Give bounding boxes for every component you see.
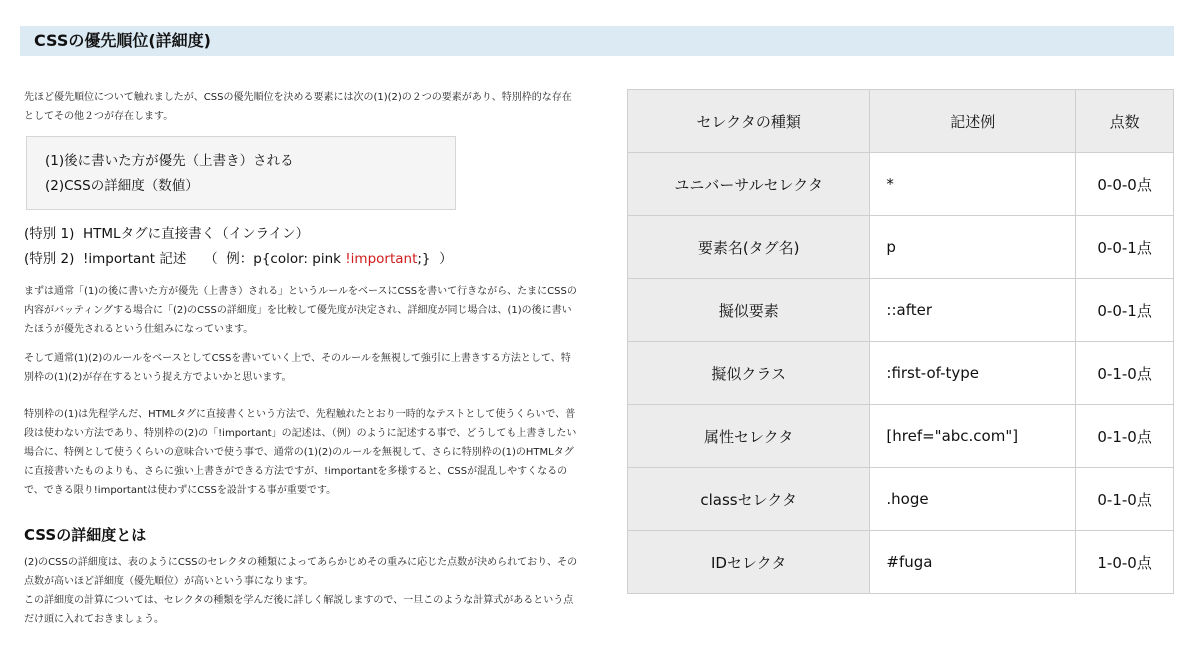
table-row <box>628 279 1174 342</box>
table-row <box>628 531 1174 594</box>
special-1: (特別 1) HTMLタグに直接書く（インライン） <box>24 226 310 242</box>
selector-example: :first-of-type <box>870 342 1076 405</box>
table-header-row <box>628 90 1174 153</box>
selector-score: 0-0-0点 <box>1076 153 1174 216</box>
specificity-table <box>627 89 1174 594</box>
table-row <box>628 405 1174 468</box>
detail-paragraph-2: この詳細度の計算については、セレクタの種類を学んだ後に詳しく解説しますので、一旦このような計算式があるという点だけ頭に入れておきましょう。 <box>24 595 574 625</box>
paragraph-3: 特別枠の(1)は先程学んだ、HTMLタグに直接書くという方法で、先程触れたとおり一時的なテストとして使うくらいで、普段は使わない方法であり、特別枠の(2)の「!important」の記述は、（例）のように記述する事で、どうしても上書きしたい場合に、特例として使うくらいの意味合いで使う事で、通常の(1)(2)のルールを無視して、さらに特別枠の(1)のHTMLタグに直接書いたものよりも、さらに強い上書きができる方法ですが、!importantを多様すると、CSSが混乱しやすくなるので、できる限り!importantは使わずにCSSを設計する事が重要です。 <box>24 409 577 496</box>
header-score: 点数 <box>1076 90 1174 153</box>
selector-example: .hoge <box>870 468 1076 531</box>
header-selector-type: セレクタの種類 <box>628 90 870 153</box>
selector-kind: 擬似要素 <box>628 279 870 342</box>
selector-score: 0-1-0点 <box>1076 468 1174 531</box>
selector-kind: 要素名(タグ名) <box>628 216 870 279</box>
rules-box <box>26 136 456 210</box>
special-2-suffix: ;} ） <box>417 251 453 267</box>
selector-kind: 属性セレクタ <box>628 405 870 468</box>
selector-score: 0-1-0点 <box>1076 342 1174 405</box>
table-row <box>628 153 1174 216</box>
header-example: 記述例 <box>870 90 1076 153</box>
section-title: CSSの優先順位(詳細度) <box>20 26 1174 56</box>
selector-kind: ユニバーサルセレクタ <box>628 153 870 216</box>
selector-kind: classセレクタ <box>628 468 870 531</box>
selector-score: 1-0-0点 <box>1076 531 1174 594</box>
important-keyword: !important <box>345 251 418 267</box>
specificity-heading: CSSの詳細度とは <box>24 526 147 544</box>
special-2-prefix: (特別 2) !important 記述 （ 例：p{color: pink <box>24 251 346 267</box>
rule-1: (1)後に書いた方が優先（上書き）される <box>45 153 294 169</box>
selector-example: p <box>870 216 1076 279</box>
selector-example: * <box>870 153 1076 216</box>
rule-2: (2)CSSの詳細度（数値） <box>45 178 199 194</box>
selector-kind: 擬似クラス <box>628 342 870 405</box>
selector-example: ::after <box>870 279 1076 342</box>
selector-kind: IDセレクタ <box>628 531 870 594</box>
selector-example: [href="abc.com"] <box>870 405 1076 468</box>
selector-score: 0-0-1点 <box>1076 279 1174 342</box>
intro-paragraph: 先ほど優先順位について触れましたが、CSSの優先順位を決める要素には次の(1)(2)の２つの要素があり、特別枠的な存在としてその他２つが存在します。 <box>24 92 572 122</box>
selector-score: 0-1-0点 <box>1076 405 1174 468</box>
paragraph-2: そして通常(1)(2)のルールをベースとしてCSSを書いていく上で、そのルールを無視して強引に上書きする方法として、特別枠の(1)(2)が存在するという捉え方でよいかと思います。 <box>24 353 571 383</box>
detail-paragraph-1: (2)のCSSの詳細度は、表のようにCSSのセレクタの種類によってあらかじめその重みに応じた点数が決められており、その点数が高いほど詳細度（優先順位）が高いという事になります。 <box>24 557 578 587</box>
selector-example: #fuga <box>870 531 1076 594</box>
table-row <box>628 342 1174 405</box>
selector-score: 0-0-1点 <box>1076 216 1174 279</box>
special-2 <box>24 247 580 272</box>
special-rules <box>24 222 580 272</box>
paragraph-1: まずは通常「(1)の後に書いた方が優先（上書き）される」というルールをベースにCSSを書いて行きながら、たまにCSSの内容がバッティングする場合に「(2)のCSSの詳細度」を比較して優先度が決定され、詳細度が同じ場合は、(1)の後に書いたほうが優先されるという仕組みになっています。 <box>24 286 577 335</box>
table-row <box>628 468 1174 531</box>
article-body <box>24 88 580 629</box>
table-row <box>628 216 1174 279</box>
